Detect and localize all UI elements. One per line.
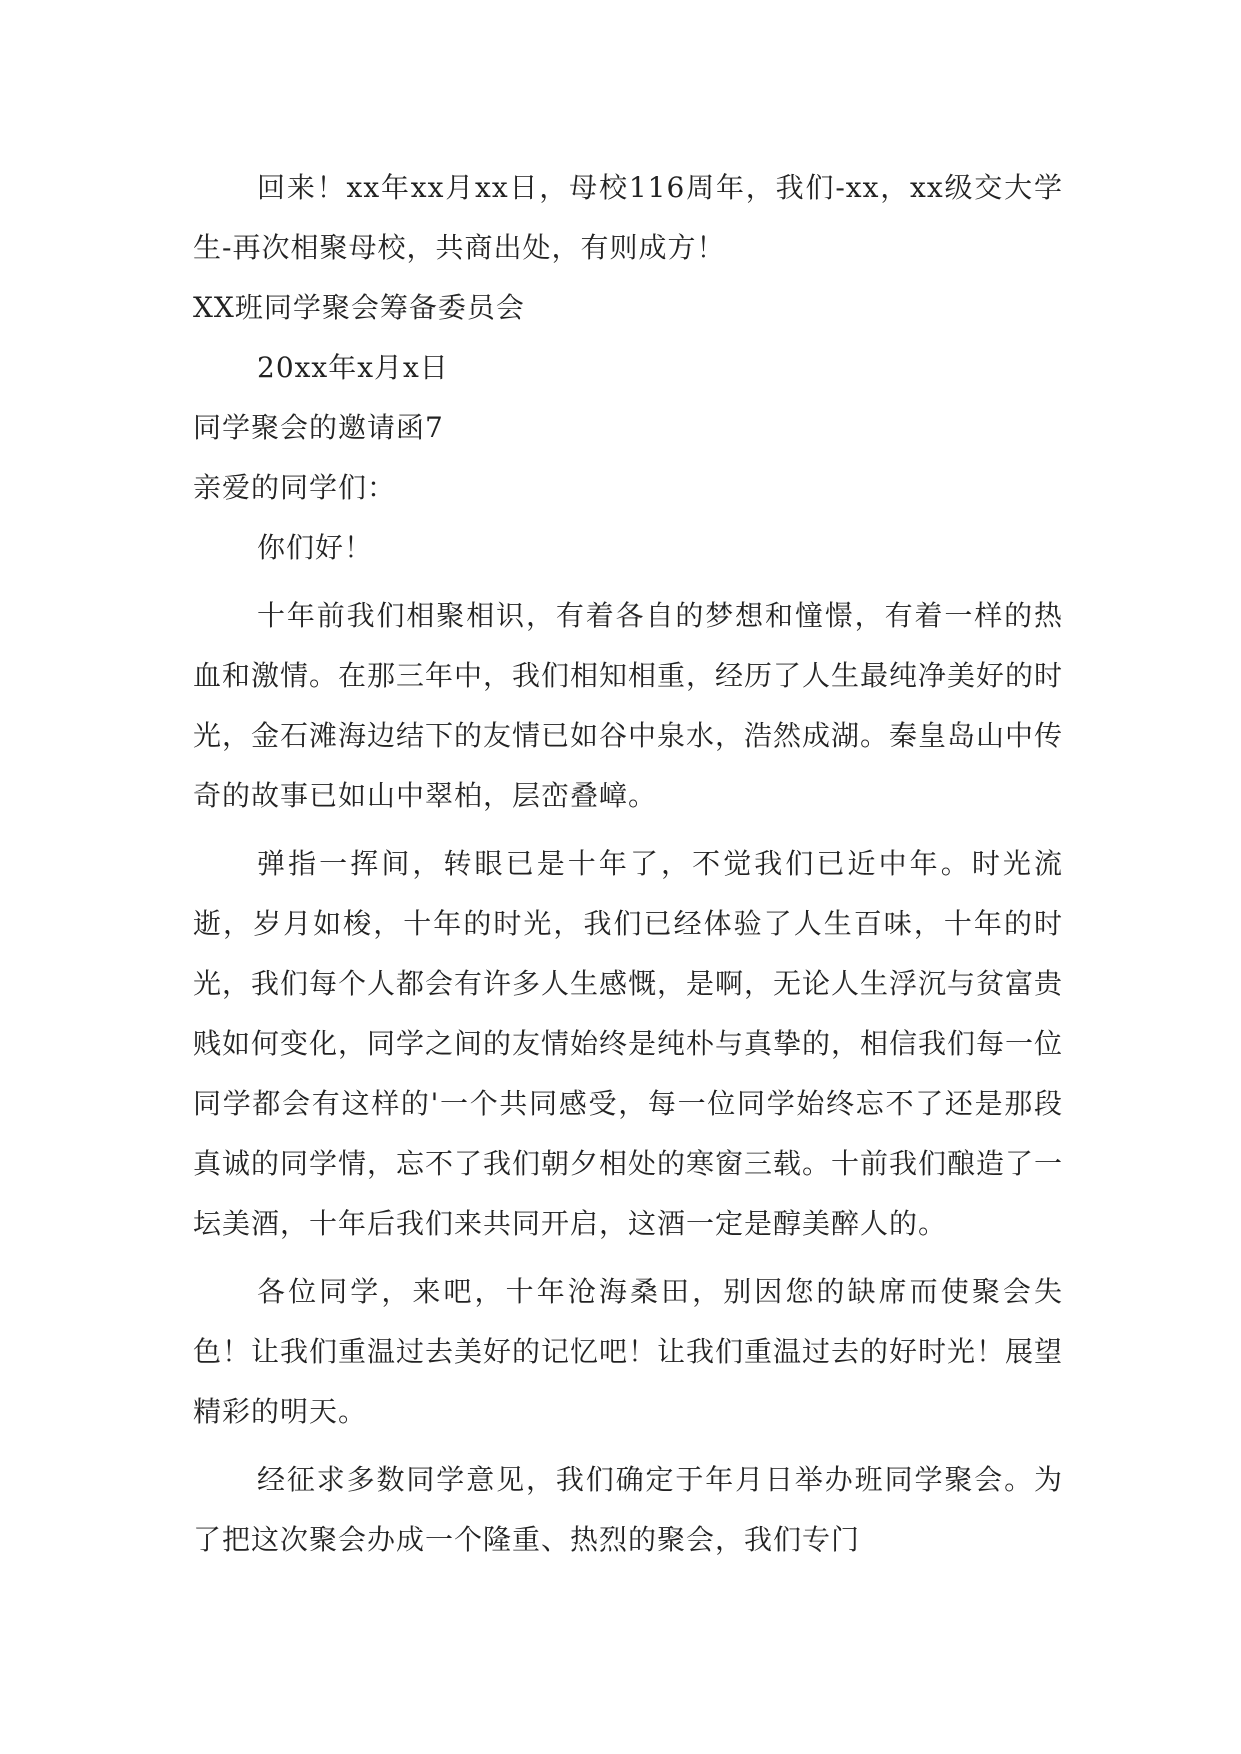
greeting: 你们好！ bbox=[257, 531, 374, 564]
section-heading: 同学聚会的邀请函7 bbox=[193, 411, 444, 444]
paragraph-reunion-plan: 经征求多数同学意见，我们确定于年月日举办班同学聚会。为了把这次聚会办成一个隆重、热烈的聚会，我们专门 bbox=[193, 1463, 1063, 1556]
paragraph-committee: XX班同学聚会筹备委员会 bbox=[193, 291, 525, 324]
paragraph-come-classmates: 各位同学，来吧，十年沧海桑田，别因您的缺席而使聚会失色！让我们重温过去美好的记忆吧！让我们重温过去的好时光！展望精彩的明天。 bbox=[193, 1275, 1064, 1428]
paragraph-time-flies: 弹指一挥间，转眼已是十年了，不觉我们已近中年。时光流逝，岁月如梭，十年的时光，我们已经体验了人生百味，十年的时光，我们每个人都会有许多人生感慨，是啊，无论人生浮沉与贫富贵贱如何变化，同学之间的友情始终是纯朴与真挚的，相信我们每一位同学都会有这样的'一个共同感受，每一位同学始终忘不了还是那段真诚的同学情，忘不了我们朝夕相处的寒窗三载。十前我们酿造了一坛美酒，十年后我们来共同开启，这酒一定是醇美醉人的。 bbox=[193, 847, 1064, 1240]
salutation: 亲爱的同学们： bbox=[193, 471, 397, 504]
paragraph-return: 回来！xx年xx月xx日，母校116周年，我们-xx，xx级交大学生-再次相聚母校，共商出处，有则成方！ bbox=[193, 171, 1063, 264]
paragraph-ten-years-ago: 十年前我们相聚相识，有着各自的梦想和憧憬，有着一样的热血和激情。在那三年中，我们相知相重，经历了人生最纯净美好的时光，金石滩海边结下的友情已如谷中泉水，浩然成湖。秦皇岛山中传奇的故事已如山中翠柏，层峦叠嶂。 bbox=[193, 599, 1064, 812]
paragraph-date: 20xx年x月x日 bbox=[257, 351, 449, 384]
document-body bbox=[193, 158, 1063, 1570]
